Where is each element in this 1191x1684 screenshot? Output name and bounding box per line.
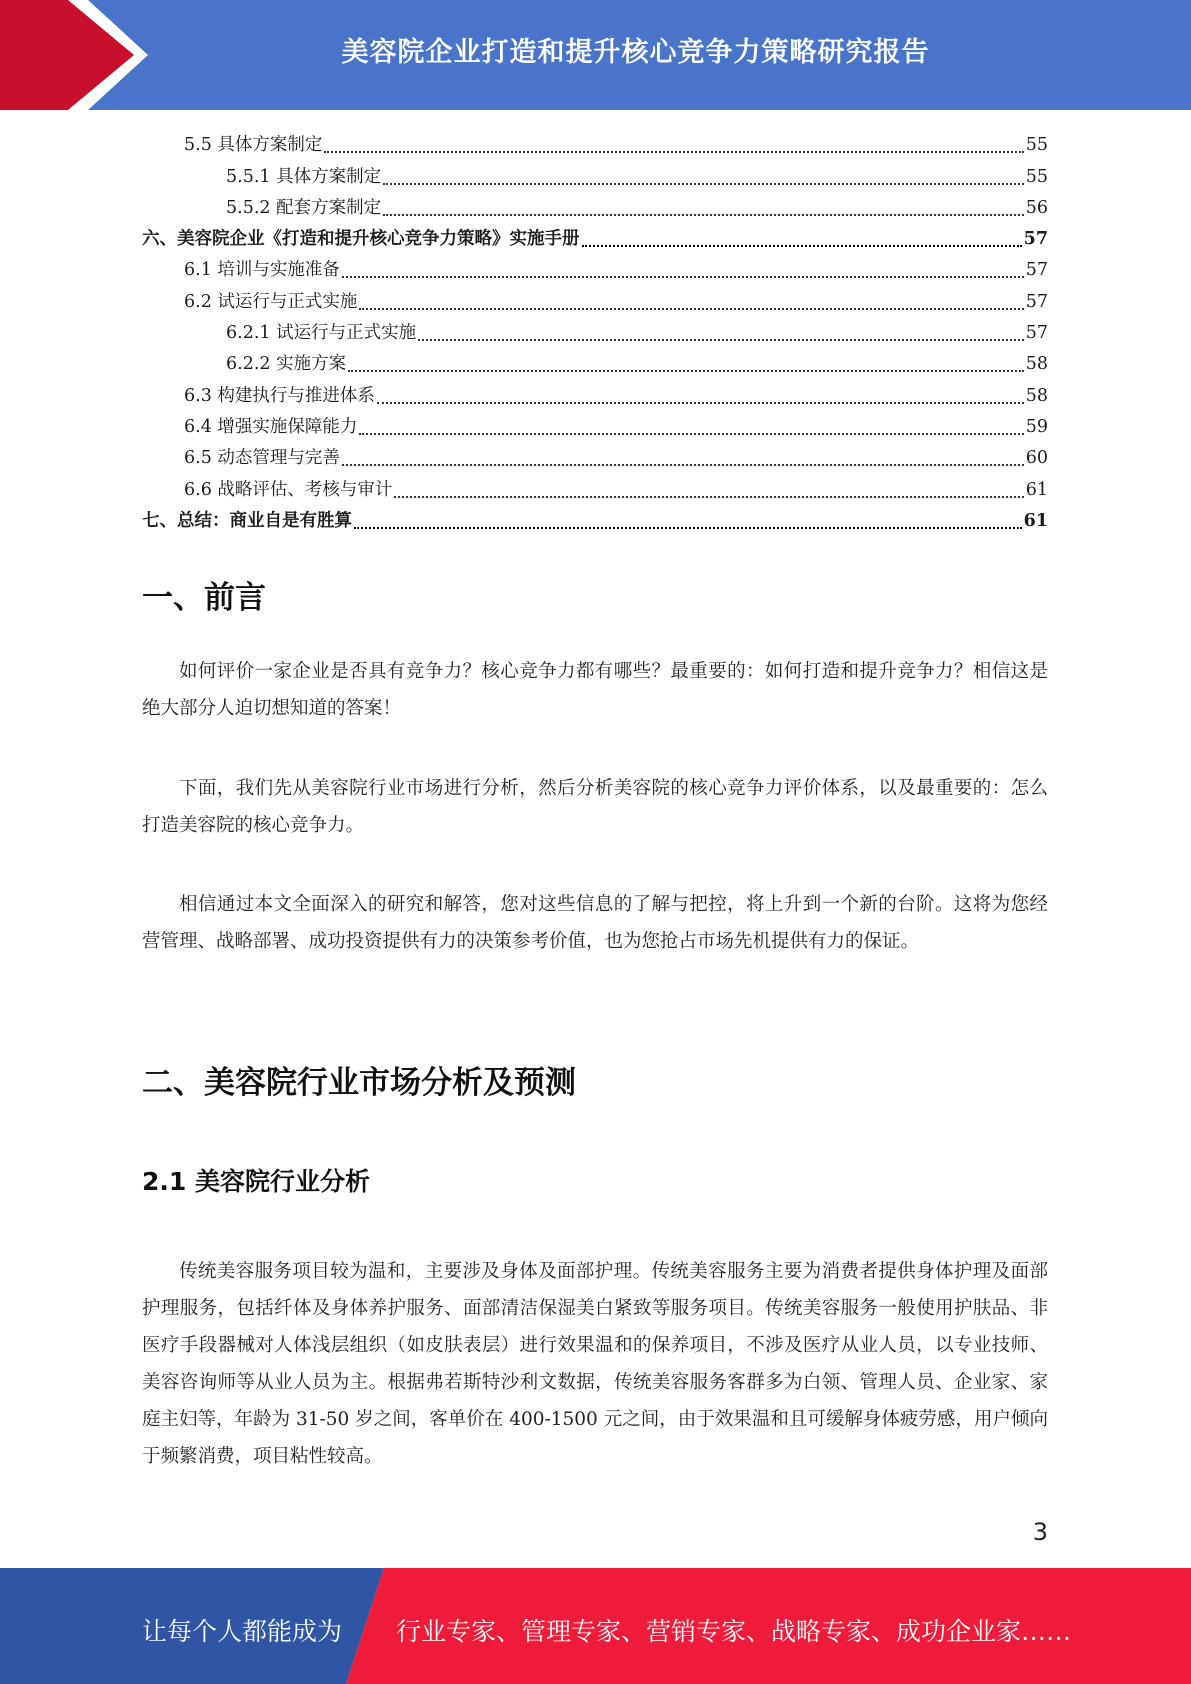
- toc-entry[interactable]: [142, 161, 1048, 192]
- toc-entry[interactable]: [142, 349, 1048, 380]
- toc-entry[interactable]: [142, 443, 1048, 474]
- toc-entry[interactable]: [142, 474, 1048, 505]
- footer-slogan-right: 行业专家、管理专家、营销专家、战略专家、成功企业家……: [396, 1617, 1072, 1646]
- toc-entry-page: 59: [1025, 416, 1048, 437]
- toc-entry-page: 57: [1025, 291, 1048, 312]
- toc-dot-leader: [418, 338, 1024, 341]
- toc-entry-title: 6.4 增强实施保障能力: [184, 416, 358, 437]
- toc-dot-leader: [383, 182, 1024, 185]
- toc-entry-title: 6.5 动态管理与完善: [184, 448, 340, 469]
- toc-entry-page: 58: [1025, 385, 1048, 406]
- toc-dot-leader: [324, 150, 1023, 153]
- toc-entry-title: 5.5 具体方案制定: [184, 135, 323, 156]
- toc-entry-page: 55: [1025, 166, 1048, 187]
- toc-entry[interactable]: [142, 130, 1048, 161]
- toc-dot-leader: [342, 275, 1024, 278]
- toc-entry-page: 61: [1025, 479, 1048, 500]
- toc-entry-page: 58: [1025, 354, 1048, 375]
- paragraph: 如何评价一家企业是否具有竞争力？核心竞争力都有哪些？最重要的：如何打造和提升竞争力？相信这是绝大部分人迫切想知道的答案！: [142, 661, 1048, 719]
- toc-entry-title: 六、美容院企业《打造和提升核心竞争力策略》实施手册: [142, 229, 580, 250]
- toc-entry-title: 6.3 构建执行与推进体系: [184, 385, 375, 406]
- toc-entry-page: 61: [1023, 510, 1048, 531]
- toc-entry-title: 七、总结：商业自是有胜算: [142, 510, 352, 531]
- section-heading-market-analysis: 二、美容院行业市场分析及预测: [142, 1065, 576, 1101]
- page-number: 3: [1032, 1518, 1048, 1546]
- toc-entry[interactable]: [142, 506, 1048, 537]
- toc-dot-leader: [359, 432, 1023, 435]
- toc-entry-page: 55: [1025, 135, 1048, 156]
- toc-dot-leader: [383, 213, 1024, 216]
- paragraph: 传统美容服务项目较为温和，主要涉及身体及面部护理。传统美容服务主要为消费者提供身体护理及面部护理服务，包括纤体及身体养护服务、面部清洁保湿美白紧致等服务项目。传统美容服务一般使用护肤品、非医疗手段器械对人体浅层组织（如皮肤表层）进行效果温和的保养项目，不涉及医疗从业人员，以专业技师、美容咨询师等从业人员为主。根据弗若斯特沙利文数据，传统美容服务客群多为白领、管理人员、企业家、家庭主妇等，年龄为 31-50 岁之间，客单价在 400-1500 元之间，由于效果温和且可缓解身体疲劳感，用户倾向于频繁消费，项目粘性较高。: [142, 1261, 1048, 1467]
- toc-entry[interactable]: [142, 286, 1048, 317]
- toc-dot-leader: [348, 369, 1024, 372]
- toc-entry[interactable]: [142, 193, 1048, 224]
- document-title: 美容院企业打造和提升核心竞争力策略研究报告: [341, 37, 930, 68]
- toc-entry-title: 6.1 培训与实施准备: [184, 260, 340, 281]
- toc-entry-title: 6.2.2 实施方案: [226, 354, 347, 375]
- toc-entry-title: 6.2.1 试运行与正式实施: [226, 323, 417, 344]
- toc-entry-page: 60: [1025, 448, 1048, 469]
- toc-dot-leader: [394, 495, 1023, 498]
- toc-entry-page: 56: [1025, 197, 1048, 218]
- toc-entry-title: 5.5.1 具体方案制定: [226, 166, 382, 187]
- page-footer: [0, 1568, 1191, 1684]
- toc-dot-leader: [377, 401, 1024, 404]
- section-heading-preface: 一、前言: [142, 580, 266, 616]
- toc-entry-title: 5.5.2 配套方案制定: [226, 197, 382, 218]
- subsection-heading: 2.1 美容院行业分析: [142, 1167, 370, 1196]
- toc-dot-leader: [342, 463, 1024, 466]
- table-of-contents: [142, 130, 1048, 537]
- page-header: [0, 0, 1191, 110]
- paragraph: 下面，我们先从美容院行业市场进行分析，然后分析美容院的核心竞争力评价体系，以及最重要的：怎么打造美容院的核心竞争力。: [142, 778, 1048, 836]
- toc-entry-page: 57: [1025, 323, 1048, 344]
- toc-entry[interactable]: [142, 255, 1048, 286]
- toc-dot-leader: [354, 526, 1022, 529]
- toc-dot-leader: [582, 244, 1022, 247]
- toc-dot-leader: [359, 307, 1023, 310]
- footer-slogan-left: 让每个人都能成为: [142, 1617, 343, 1646]
- header-arrow-decoration: [0, 0, 150, 110]
- paragraph: 相信通过本文全面深入的研究和解答，您对这些信息的了解与把控，将上升到一个新的台阶。这将为您经营管理、战略部署、成功投资提供有力的决策参考价值，也为您抢占市场先机提供有力的保证。: [142, 894, 1048, 952]
- toc-entry-title: 6.2 试运行与正式实施: [184, 291, 358, 312]
- toc-entry[interactable]: [142, 380, 1048, 411]
- toc-entry-title: 6.6 战略评估、考核与审计: [184, 479, 393, 500]
- toc-entry[interactable]: [142, 318, 1048, 349]
- toc-entry[interactable]: [142, 412, 1048, 443]
- toc-entry[interactable]: [142, 224, 1048, 255]
- toc-entry-page: 57: [1025, 260, 1048, 281]
- toc-entry-page: 57: [1023, 229, 1048, 250]
